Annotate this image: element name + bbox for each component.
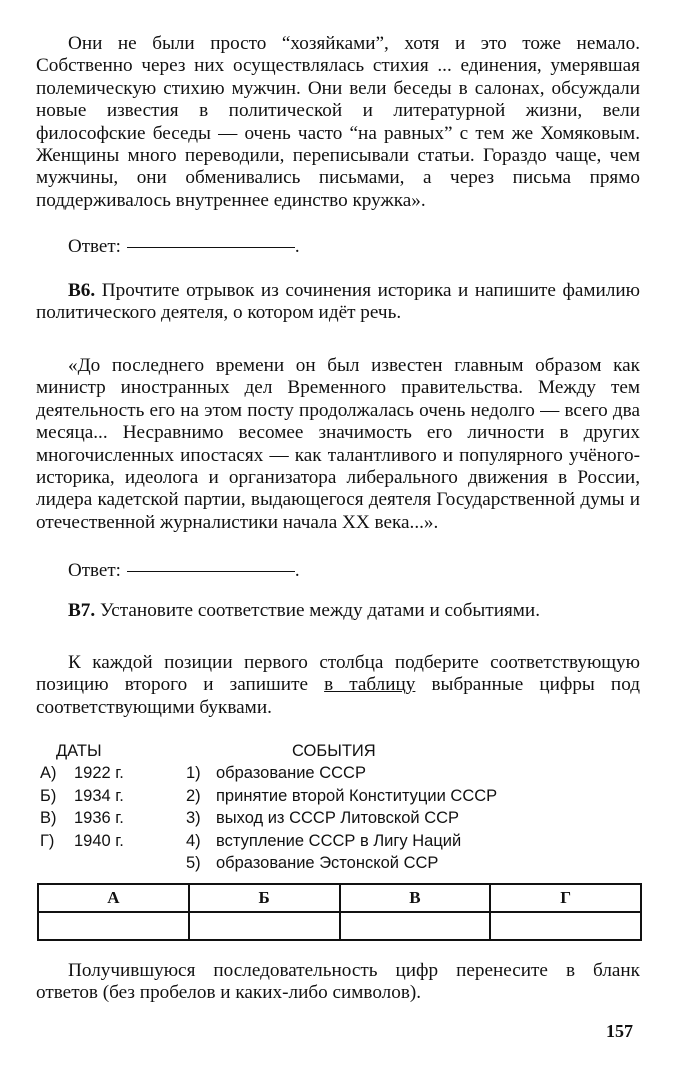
b7-instruction: К каждой позиции первого столбца подберите соответствующую позицию второго и запишите в таблицу выбранные цифры под соответствующими буквами. — [36, 652, 641, 718]
b7-number: В7. — [68, 600, 96, 621]
answer-cell-g[interactable] — [490, 912, 641, 940]
date-row: Г) 1940 г. — [40, 831, 124, 850]
event-row: 4) вступление СССР в Лигу Наций — [186, 831, 462, 850]
events-list — [186, 762, 497, 875]
intro-paragraph: Они не были просто “хозяйками”, хотя и это тоже немало. Собственно через них осуществлялась стихия ... единения, умерявшая полемическую стихию мужчин. Они вели беседы в салонах, обсуждали новые известия в политической и литературной жизни, вели философские беседы — очень часто “на равных” с тем же Хомяковым. Женщины много переводили, переписывали статьи. Гораздо чаще, чем мужчины, они обменивались письмами, а через письма прямо поддерживалось внутреннее единство кружка». — [36, 33, 640, 211]
answer-cell-b[interactable] — [189, 912, 340, 940]
b6-number: В6. — [68, 280, 96, 301]
event-row: 2) принятие второй Конституции СССР — [186, 786, 498, 805]
events-header: СОБЫТИЯ — [292, 742, 376, 760]
event-row: 5) образование Эстонской ССР — [186, 854, 439, 872]
date-row: В) 1936 г. — [40, 809, 124, 827]
answer-line-b6: Ответ: . — [68, 560, 300, 581]
event-row: 1) образование СССР — [186, 764, 366, 782]
answer-col-b: Б — [189, 884, 340, 912]
b6-task-text: Прочтите отрывок из сочинения историка и напишите фамилию политического деятеля, о котором идёт речь. — [36, 280, 640, 324]
dates-list — [40, 762, 124, 852]
table-reference: в таблицу — [324, 674, 416, 696]
b6-quote: «До последнего времени он был известен главным образом как министр иностранных дел Временного правительства. Между тем деятельность его на этом посту продолжалась очень недолго — всего два месяца... Несравнимо весомее значимость его личности в других многочисленных ипостасях — как талантливого и популярного учёного-историка, идеолога и организатора либерального движения в России, лидера кадетской партии, выдающегося деятеля Государственной думы и отечественной журналистики начала XX века...». — [36, 355, 640, 533]
date-row: А) 1922 г. — [40, 764, 124, 782]
b6-task — [36, 280, 640, 325]
answer-blank[interactable] — [127, 570, 295, 572]
answer-table-row — [38, 912, 641, 940]
b7-task-text: Установите соответствие между датами и событиями. — [100, 600, 540, 621]
date-row: Б) 1934 г. — [40, 786, 124, 805]
answer-cell-a[interactable] — [38, 912, 189, 940]
answer-label: Ответ: — [68, 560, 121, 581]
answer-line-b5: Ответ: . — [68, 236, 300, 257]
page-number: 157 — [606, 1021, 633, 1041]
answer-cell-v[interactable] — [340, 912, 491, 940]
answer-col-a: А — [38, 884, 189, 912]
dates-header: ДАТЫ — [56, 742, 102, 760]
answer-label: Ответ: — [68, 236, 121, 257]
b7-task — [36, 600, 640, 622]
b7-footer: Получившуюся последовательность цифр перенесите в бланк ответов (без пробелов и каких-либо символов). — [36, 960, 640, 1004]
answer-table — [37, 883, 642, 941]
answer-col-g: Г — [490, 884, 641, 912]
answer-col-v: В — [340, 884, 491, 912]
answer-blank[interactable] — [127, 246, 295, 248]
answer-table-header — [38, 884, 641, 912]
event-row: 3) выход из СССР Литовской ССР — [186, 809, 460, 827]
